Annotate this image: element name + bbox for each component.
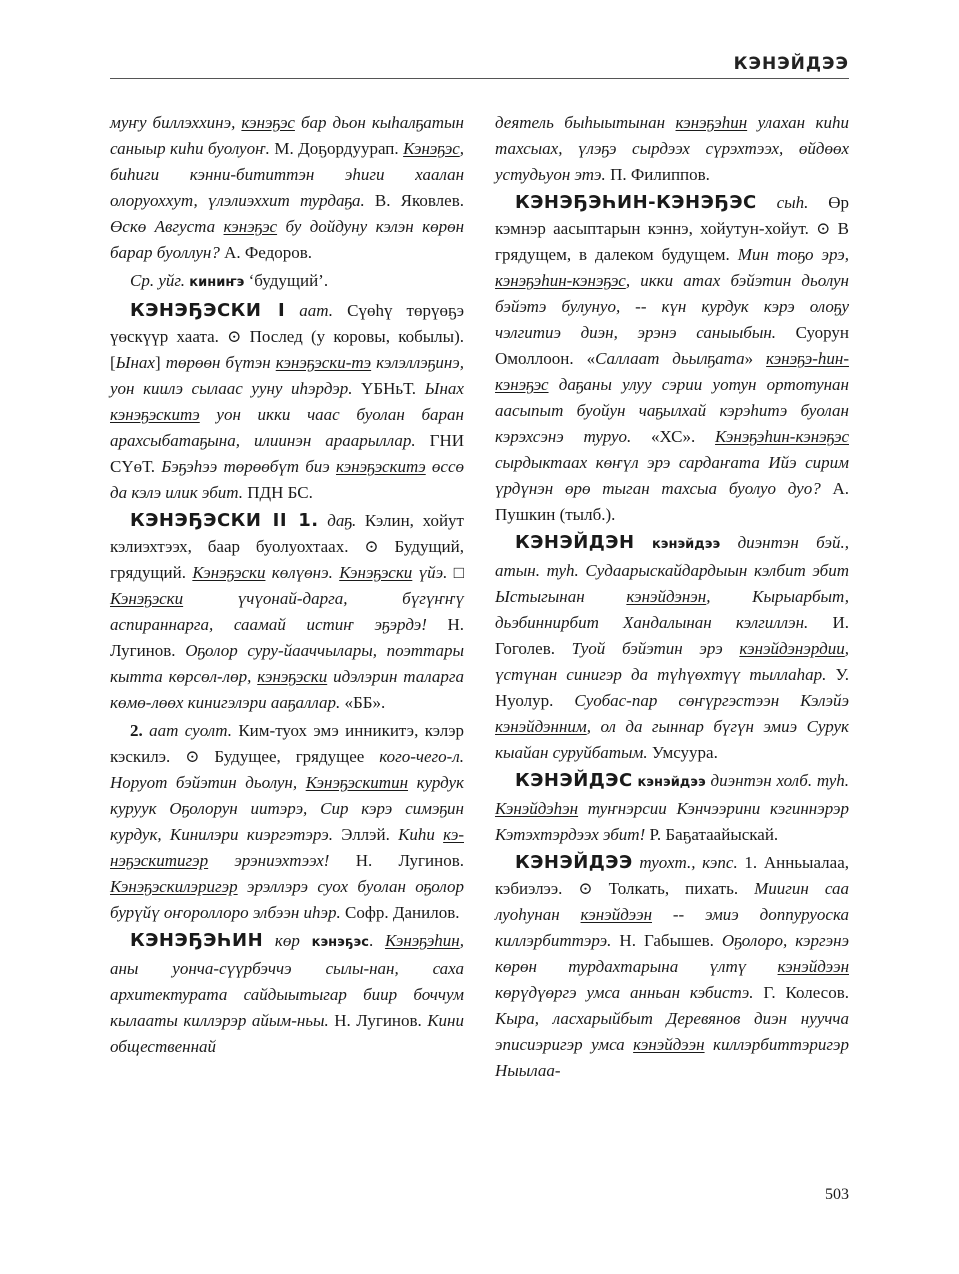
dictionary-entry xyxy=(110,268,464,296)
headword: КЭНЭҔЭСКИ I xyxy=(130,300,286,321)
italic-text: диэнтэн холб. туһ. xyxy=(705,771,849,790)
example-headword xyxy=(276,353,371,372)
plain-text: . xyxy=(368,931,385,950)
italic-text: Саллаат дьылҕата xyxy=(595,349,745,368)
italic-text: төрөөн бүтэн xyxy=(165,353,276,372)
plain-text: Суорун Омоллоон. « xyxy=(495,323,849,368)
plain-text: ГНИ СҮөТ. xyxy=(110,431,464,476)
italic-text: Өскө Августа xyxy=(110,217,224,236)
italic-text: эрэниэхтээх! xyxy=(208,851,330,870)
italic-text: , ол да гыннар бүгүн эмиэ Сурук кыайан суруйбатым. xyxy=(495,717,849,762)
example-headword xyxy=(495,799,578,818)
dictionary-columns xyxy=(110,110,849,1086)
italic-text: көр xyxy=(263,931,312,950)
example-headword xyxy=(192,563,265,582)
dictionary-entry xyxy=(495,850,849,1084)
italic-text: бар дьон кыһалҕатын саныыр киһи буолуоҥ. xyxy=(110,113,464,158)
plain-text: ПДН БС. xyxy=(242,483,313,502)
running-head: КЭНЭЙДЭЭ xyxy=(733,54,849,74)
plain-text: □ xyxy=(447,563,465,582)
example-headword xyxy=(257,667,327,686)
plain-text: И. Гоголев. xyxy=(495,613,849,658)
italic-text: аат. xyxy=(285,301,334,320)
example-headword xyxy=(495,717,587,736)
plain-text: У. Нуолур. xyxy=(495,665,850,710)
underlined-word: кэнэҕэ-һин-кэнэҕэс xyxy=(495,349,850,394)
italic-text: киллэрбиттэригэр Ныылаа- xyxy=(495,1035,849,1080)
plain-text: «ХС». xyxy=(631,427,716,446)
italic-text: Кини общественнай xyxy=(110,1011,464,1056)
example-headword xyxy=(224,217,278,236)
underlined-word: кэ-нэҕэскитигэр xyxy=(110,825,464,870)
dictionary-entry xyxy=(495,190,849,528)
italic-text: Бэҕэһээ төрөөбүт биэ xyxy=(161,457,336,476)
italic-text: -- эмиэ доппуруоска киллэрбиттэрэ. xyxy=(495,905,849,950)
plain-text: Умсуура. xyxy=(647,743,718,762)
italic-text: көрүдүөргэ умса анньан кэбистэ. xyxy=(495,983,754,1002)
plain-text: Г. Колесов. xyxy=(753,983,849,1002)
example-headword xyxy=(110,405,200,424)
example-headword xyxy=(306,773,408,792)
italic-text: улахан киһи тахсыах, үлэҕэ сырдээх сүрэхтээх, өйдөөх устудьуон этэ. xyxy=(495,113,849,184)
italic-text: кого-чего-л. Норуот бэйэтин дьолун, xyxy=(110,747,464,792)
underlined-word: кэнэҕэһин xyxy=(675,113,748,132)
plain-text: ] xyxy=(154,353,166,372)
italic-text: эрэллэрэ суох буолан оҕолор бурүйү оҥороллоро элбээн иһэр. xyxy=(110,877,464,922)
italic-text: Оҕолоро, кэргэнэ көрөн турдахтарына үлтү xyxy=(495,931,849,976)
plain-text: Софр. Данилов. xyxy=(340,903,460,922)
italic-text: Ср. уйг. xyxy=(130,271,190,290)
italic-text: уон икки чаас буолан баран арахсыбатаҕына, илиинэн араарыллар. xyxy=(110,405,464,450)
italic-text: сыһ. xyxy=(756,193,809,212)
underlined-word: кэнэҕэски xyxy=(257,667,328,686)
reference-word: киниҥэ xyxy=(189,275,245,290)
plain-text: «ББ». xyxy=(340,693,386,712)
underlined-word: Кэнэйдэһэн xyxy=(495,799,579,818)
underlined-word: кэнэҕэс xyxy=(241,113,295,132)
plain-text: Эллэй. xyxy=(332,825,399,844)
italic-text: аат суолт. xyxy=(142,721,232,740)
headword: КЭНЭҔЭҺИН xyxy=(130,930,264,951)
underlined-word: кэнэйдэнэн xyxy=(626,587,707,606)
underlined-word: кэнэҕэһин-кэнэҕэс xyxy=(495,271,626,290)
italic-text: кэлэллэҕинэ, уон киилэ сылаас ууну иһэрдэр. xyxy=(110,353,465,398)
right-column xyxy=(495,110,849,1086)
plain-text: » xyxy=(744,349,767,368)
example-headword xyxy=(385,931,460,950)
italic-text: Суобас-пар сөҥүргэстээн Кэлэйэ xyxy=(574,691,849,710)
italic-text: диэнтэн бэй., атын. туһ. Судаарыскайдардыын кэлбит эбит Ыстыгынан xyxy=(495,533,849,606)
italic-text: , Кырыарбыт, дьэбиннирбит Хандалынан кэлгиллэн. xyxy=(495,587,849,632)
example-headword xyxy=(715,427,849,446)
dictionary-entry xyxy=(110,718,464,926)
headword: КЭНЭҔЭСКИ II 1. xyxy=(130,510,319,531)
plain-text: М. Доҕордуурап. xyxy=(269,139,404,158)
dictionary-entry xyxy=(495,530,849,766)
headword: КЭНЭЙДЭЭ xyxy=(515,852,633,873)
italic-text: , аны уонча-сүүрбэччэ сылы-нан, саха архитектурата сайдыытыгар биир боччум кылааты киллэрэр айым-ньы. xyxy=(110,931,464,1030)
italic-text: , үстүнан синигэр да түһүөхтүү тыллаһар. xyxy=(495,639,849,684)
example-headword xyxy=(626,587,706,606)
headword: КЭНЭЙДЭС xyxy=(515,770,633,791)
italic-text: туҥнэрсии Кэнчээрини кэгиннэрэр Кэтэхтэрдээх эбит! xyxy=(495,799,849,844)
italic-text: деятель быһыытынан xyxy=(495,113,676,132)
example-headword xyxy=(339,563,412,582)
italic-text: үйэ. xyxy=(412,563,448,582)
plain-text: П. Филиппов. xyxy=(605,165,710,184)
example-headword xyxy=(676,113,748,132)
underlined-word: Кэнэҕэскилэригэр xyxy=(110,877,238,896)
example-headword xyxy=(110,589,183,608)
underlined-word: Кэнэҕэски xyxy=(110,589,184,608)
italic-text: Миигин саа луоһунан xyxy=(495,879,849,924)
plain-text: А. Пушкин (тылб.). xyxy=(495,479,849,524)
dictionary-entry xyxy=(495,768,849,848)
dictionary-entry xyxy=(110,508,464,716)
example-headword xyxy=(110,877,238,896)
plain-text: Ким-туох эмэ инникитэ, кэлэр кэскилэ. ⊙ Будущее, грядущее xyxy=(110,721,465,766)
example-headword xyxy=(403,139,460,158)
underlined-word: Кэнэҕэс xyxy=(403,139,460,158)
dictionary-entry xyxy=(495,110,849,188)
reference-word: кэнэҕэс xyxy=(311,935,369,950)
plain-text: Н. Лугинов. xyxy=(329,851,464,870)
underlined-word: кэнэйдээн xyxy=(633,1035,705,1054)
plain-text: Н. Габышев. xyxy=(611,931,722,950)
plain-text xyxy=(635,533,652,552)
underlined-word: кэнэҕэскитэ xyxy=(335,457,426,476)
italic-text: Мин тоҕо эрэ, xyxy=(737,245,849,264)
underlined-word: кэнэҕэски-тэ xyxy=(275,353,372,372)
underlined-word: кэнэйдээн xyxy=(777,957,849,976)
reference-word: кэнэйдээ xyxy=(637,775,706,790)
italic-text: даҕ. xyxy=(318,511,357,530)
plain-text: А. Федоров. xyxy=(219,243,313,262)
example-headword xyxy=(241,113,295,132)
dictionary-entry xyxy=(110,928,464,1060)
header-rule xyxy=(110,78,849,79)
italic-text: курдук куруук Оҕолорун иитэрэ, Сир кэрэ симэҕин курдук, Кинилэри киэргэтэрэ. xyxy=(110,773,464,844)
underlined-word: кэнэйдэнэрдии xyxy=(739,639,845,658)
underlined-word: Кэнэҕэһин xyxy=(384,931,460,950)
underlined-word: кэнэйдээн xyxy=(580,905,652,924)
example-headword xyxy=(495,271,626,290)
example-headword xyxy=(581,905,652,924)
example-headword xyxy=(336,457,426,476)
dictionary-entry xyxy=(110,110,464,266)
italic-text: туохт., кэпс. xyxy=(632,853,738,872)
plain-text: ҮБНьТ. xyxy=(352,379,425,398)
underlined-word: Кэнэҕэски xyxy=(339,563,413,582)
italic-text: Ынах xyxy=(424,379,464,398)
example-headword xyxy=(633,1035,704,1054)
page-number: 503 xyxy=(825,1186,849,1203)
example-headword xyxy=(739,639,844,658)
italic-text: Киһи xyxy=(398,825,444,844)
plain-text: Өр кэмнэр аасыптарын кэннэ, хойутун-хойут. ⊙ В грядущем, в далеком будущем. xyxy=(495,193,850,264)
underlined-word: кэнэҕэскитэ xyxy=(110,405,200,424)
headword: КЭНЭЙДЭН xyxy=(515,532,635,553)
headword: КЭНЭҔЭҺИН-КЭНЭҔЭС xyxy=(515,192,757,213)
reference-word: кэнэйдээ xyxy=(651,537,721,552)
sense-number: 2. xyxy=(130,721,143,740)
plain-text: 1. Анньыалаа, кэбиэлээ. ⊙ Толкать, пихать. xyxy=(495,853,849,898)
plain-text: Н. Лугинов. xyxy=(110,615,465,660)
italic-text: үчүонай-дарга, бүгүҥҥү аспираннарга, саамай истиҥ эҕэрдэ! xyxy=(110,589,464,634)
plain-text: Кэлин, хойут кэлиэхтээх, баар буолуохтаах. ⊙ Будущий, грядущий. xyxy=(110,511,464,582)
italic-text: Оҕолор суру-йааччылары, поэттары кытта көрсөл-лөр, xyxy=(110,641,464,686)
italic-text: , икки атах бэйэтин дьолун бэйэтэ булунуо, -- күн курдук кэрэ олоҕу чэлгитиэ диэн, эрэнэ саныыбын. xyxy=(495,271,849,342)
italic-text: идэлэрин таларга көмө-лөөх кинигэлэри ааҕаллар. xyxy=(110,667,464,712)
underlined-word: кэнэйдэнним xyxy=(495,717,587,736)
underlined-word: кэнэҕэс xyxy=(223,217,278,236)
plain-text: Н. Лугинов. xyxy=(328,1011,428,1030)
left-column xyxy=(110,110,464,1086)
plain-text: В. Яковлев. xyxy=(364,191,464,210)
italic-text: , биһиги кэнни-бититтэн эһиги хаалан олоруоххут, үлэлиэххит турдаҕа. xyxy=(110,139,464,210)
underlined-word: Кэнэҕэски xyxy=(192,563,266,582)
italic-text: бу дойдуну кэлэн көрөн барар буоллун? xyxy=(110,217,465,262)
dictionary-entry xyxy=(110,298,464,506)
plain-text: Сүөһү төрүөҕэ үөскүүр хаата. ⊙ Послед (у коровы, кобылы). [ xyxy=(110,301,465,372)
italic-text: өссө да кэлэ илик эбит. xyxy=(110,457,465,502)
underlined-word: Кэнэҕэһин-кэнэҕэс xyxy=(715,427,849,446)
underlined-word: Кэнэҕэскитин xyxy=(305,773,409,792)
plain-text: Р. Баҕатаайыскай. xyxy=(645,825,779,844)
italic-text: көлүөнэ. xyxy=(265,563,340,582)
italic-text: Кыра, ласхарыйбыт Деревянов диэн нуучча эписиэригэр умса xyxy=(495,1009,849,1054)
example-headword xyxy=(778,957,849,976)
italic-text: Ынах xyxy=(115,353,155,372)
italic-text: Туой бэйэтин эрэ xyxy=(571,639,740,658)
italic-text: муҥу биллэххинэ, xyxy=(110,113,242,132)
italic-text: даҕаны улуу сэрии уотун ортотунан аасыпыт буойун чаҕылхай кэрэһитэ буолан кэрэхсэнэ туруо. xyxy=(495,375,849,446)
plain-text: ‘будущий’. xyxy=(244,271,329,290)
italic-text: сырдыктаах көҥүл эрэ сардаҥата Ийэ сирим үрдүнэн өрө тыган тахсыа буолуо дуо? xyxy=(495,453,849,498)
